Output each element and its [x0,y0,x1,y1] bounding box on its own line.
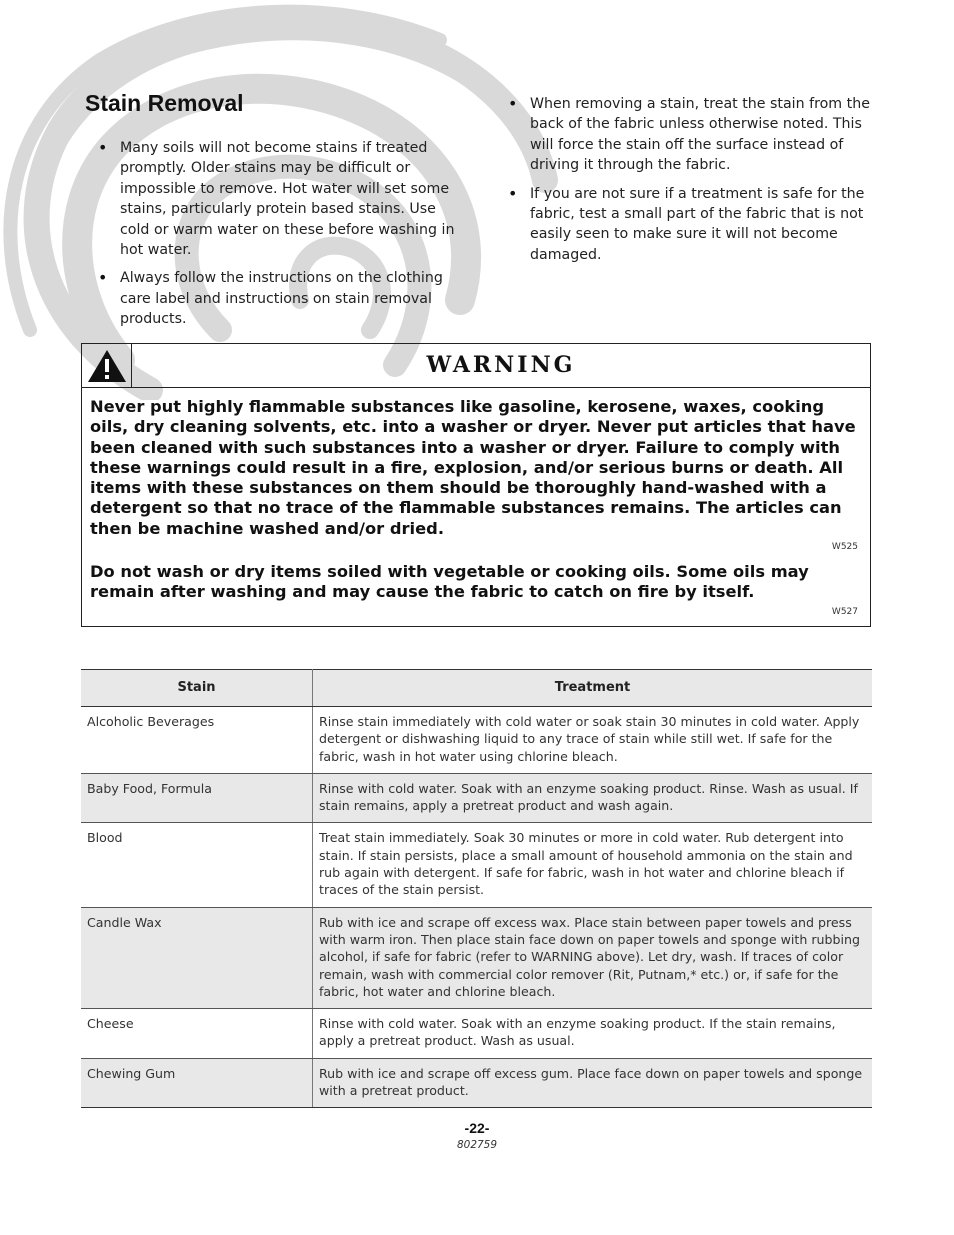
stain-cell: Chewing Gum [81,1058,313,1108]
stain-cell: Candle Wax [81,907,313,1008]
page-number: -22- [464,1120,490,1136]
list-item: • If you are not sure if a treatment is safe for the fabric, test a small part of the fabric that is not easily seen to make sure it will not become damaged. [508,183,865,263]
table-row [81,1058,872,1108]
warning-header [82,344,870,388]
treatment-cell: Rub with ice and scrape off excess wax. Place stain between paper towels and press with warm iron. Then place stain face down on paper towels and sponge with rubbing alcohol, if safe for fabric (refer to WARNING above). Let dry, wash. If traces of color remain, wash with commercial color remover (Rit, Putnam,* etc.) or, if safe for the fabric, hot water and chlorine bleach. [313,907,873,1008]
warning-triangle-icon [82,344,132,387]
page-title: Stain Removal [85,90,244,116]
treatment-cell: Treat stain immediately. Soak 30 minutes or more in cold water. Rub detergent into stain. If stain persists, place a small amount of household ammonia on the stain and rub again with detergent. If safe for fabric, wash in hot water and chlorine bleach if traces of the stain persist. [313,823,873,907]
bullet-list-right [508,94,870,273]
document-code: 802759 [456,1139,498,1151]
bullet-icon: • [98,268,108,288]
warning-paragraph-flammable: Never put highly flammable substances like gasoline, kerosene, waxes, cooking oils, dry cleaning solvents, etc. into a washer or dryer. Never put articles that have been cleaned with such substances into a washer or dryer. Failure to comply with these warnings could result in a fire, explosion, and/or serious burns or death. All items with these substances on them should be thoroughly hand-washed with a detergent so that no trace of the flammable substances remains. The articles can then be machine washed and/or dried. [90,397,856,538]
column-header-treatment: Treatment [313,670,873,707]
column-header-stain: Stain [81,670,313,707]
warning-code: W525 [831,542,858,552]
treatment-cell: Rinse with cold water. Soak with an enzyme soaking product. If the stain remains, apply a pretreat product. Wash as usual. [313,1009,873,1059]
warning-box [81,343,871,627]
table-row [81,823,872,907]
bullet-icon: • [508,183,518,203]
stain-cell: Baby Food, Formula [81,773,313,823]
warning-heading: WARNING [426,352,576,378]
stain-treatment-table [81,669,872,1108]
table-row [81,707,872,774]
bullet-list-left [98,138,458,338]
stain-cell: Blood [81,823,313,907]
list-item: • When removing a stain, treat the stain from the back of the fabric unless otherwise noted. This will force the stain off the surface instead of driving it through the fabric. [508,94,870,174]
warning-body [90,397,860,539]
treatment-cell: Rinse stain immediately with cold water or soak stain 30 minutes in cold water. Apply detergent or dishwashing liquid to any trace of stain while still wet. If safe for the fabric, wash in hot water using chlorine bleach. [313,707,873,774]
treatment-cell: Rinse with cold water. Soak with an enzyme soaking product. Rinse. Wash as usual. If stain remains, apply a pretreat product and wash again. [313,773,873,823]
table-row [81,907,872,1008]
warning-body-oils [90,562,860,603]
table-row [81,773,872,823]
warning-paragraph-oils: Do not wash or dry items soiled with vegetable or cooking oils. Some oils may remain after washing and may cause the fabric to catch on fire by itself. [90,562,809,602]
table-header-row [81,670,872,707]
list-item: • Many soils will not become stains if treated promptly. Older stains may be difficult or impossible to remove. Hot water will set some stains, particularly protein based stains. Use cold or warm water on these before washing in hot water. [98,138,455,259]
bullet-icon: • [508,94,518,113]
bullet-icon: • [98,138,108,157]
stain-cell: Cheese [81,1009,313,1059]
stain-cell: Alcoholic Beverages [81,707,313,774]
warning-code: W527 [831,607,858,617]
table-row [81,1009,872,1059]
treatment-cell: Rub with ice and scrape off excess gum. Place face down on paper towels and sponge with a pretreat product. [313,1058,873,1108]
list-item: • Always follow the instructions on the clothing care label and instructions on stain removal products. [98,268,443,328]
